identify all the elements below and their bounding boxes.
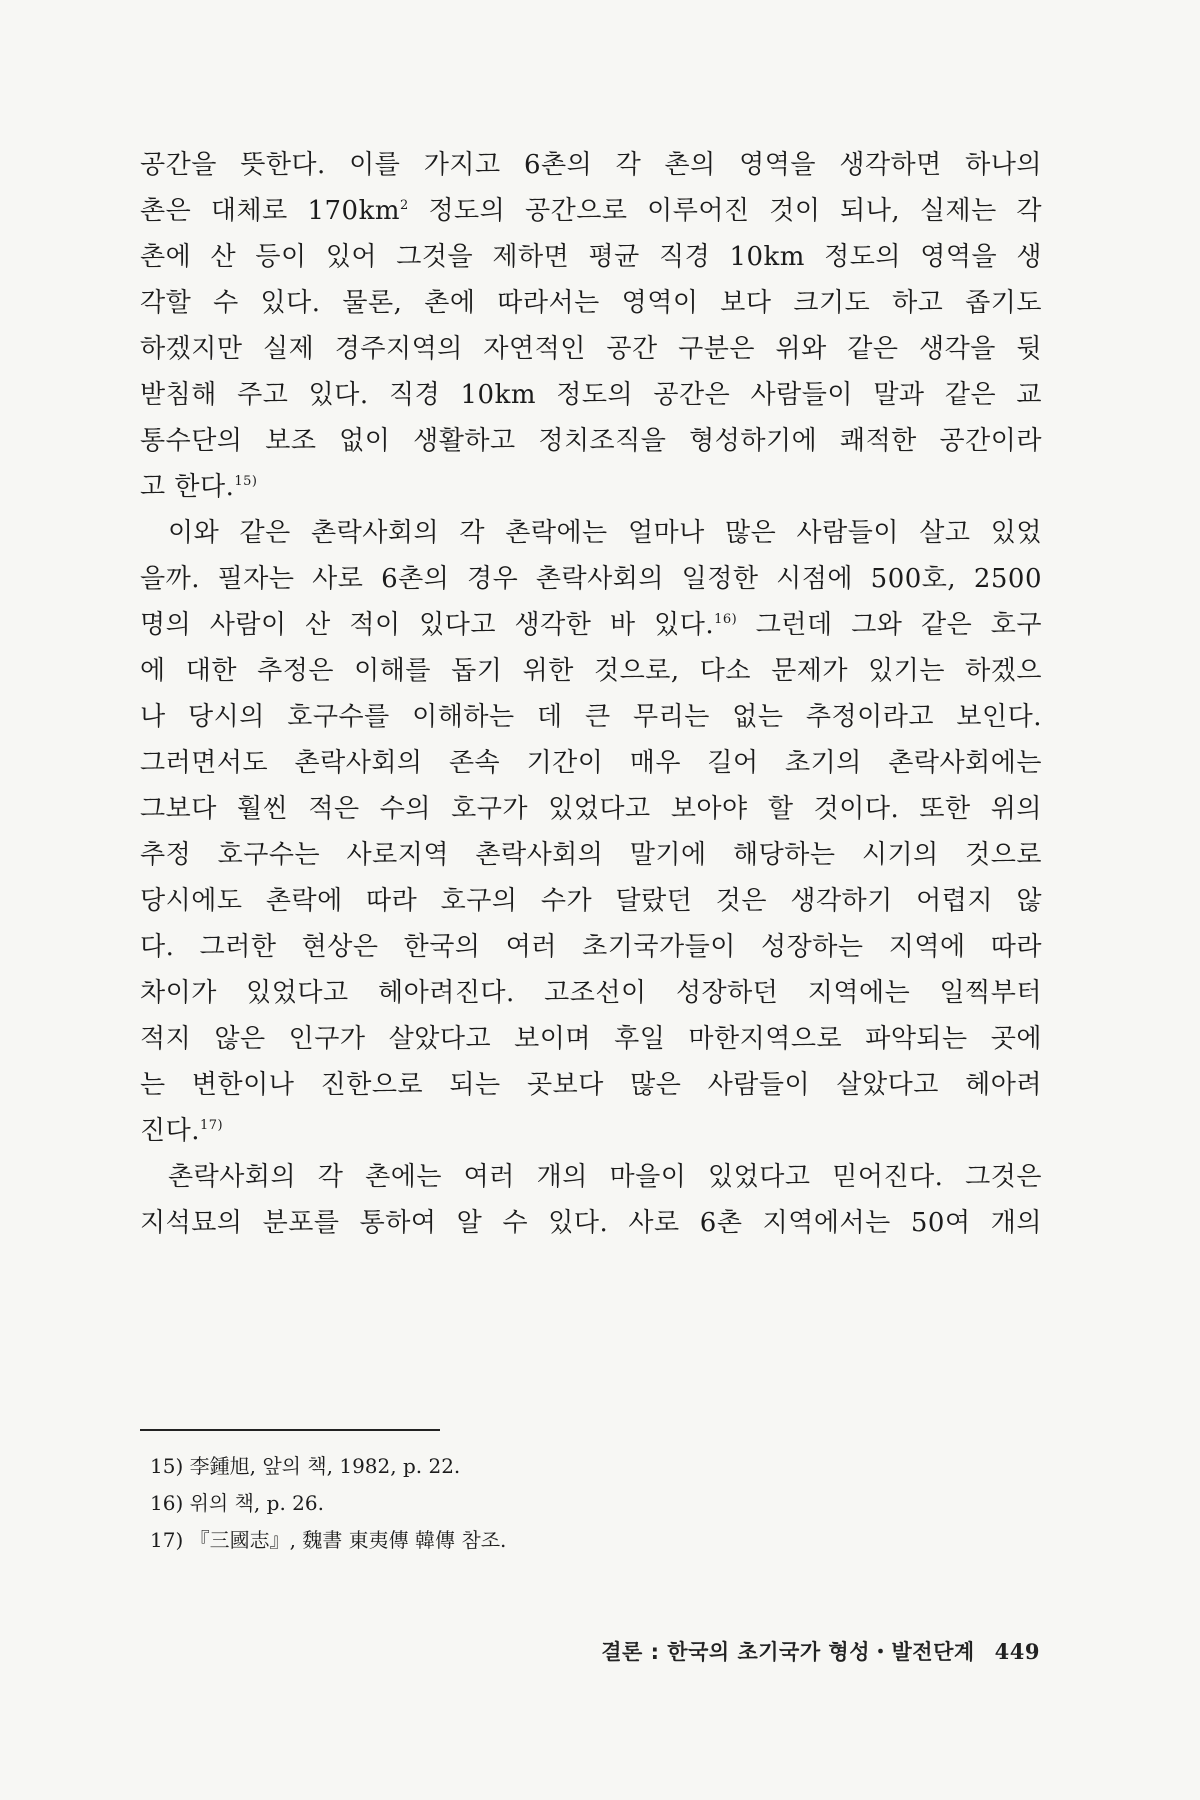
text-line: 통수단의 보조 없이 생활하고 정치조직을 형성하기에 쾌적한 공간이라 xyxy=(140,426,1042,456)
text-line: 받침해 주고 있다. 직경 10km 정도의 공간은 사람들이 말과 같은 교 xyxy=(140,380,1042,410)
text-line: 을까. 필자는 사로 6촌의 경우 촌락사회의 일정한 시점에 500호, 2500 xyxy=(140,564,1042,594)
text-line: 명의 사람이 산 적이 있다고 생각한 바 있다.$^{16)}$ 그런데 그와 같은 호구 xyxy=(140,610,1042,640)
text-line: 차이가 있었다고 헤아려진다. 고조선이 성장하던 지역에는 일찍부터 xyxy=(140,978,1042,1008)
footnote-ref-17: 17) xyxy=(200,1118,224,1133)
running-title: 결론 : 한국의 초기국가 형성・발전단계 xyxy=(601,1640,975,1664)
text-line: 공간을 뜻한다. 이를 가지고 6촌의 각 촌의 영역을 생각하면 하나의 xyxy=(140,150,1042,180)
text-line: 촌은 대체로 $170km^2$ 정도의 공간으로 이루어진 것이 되나, 실제는 각 xyxy=(140,196,1042,226)
footnote-17: 17) 『三國志』, 魏書 東夷傳 韓傳 참조. xyxy=(150,1528,507,1552)
footnote-divider xyxy=(140,1429,440,1431)
superscript: 2 xyxy=(399,198,409,213)
text-line: 추정 호구수는 사로지역 촌락사회의 말기에 해당하는 시기의 것으로 xyxy=(140,840,1042,870)
text-line: 다. 그러한 현상은 한국의 여러 초기국가들이 성장하는 지역에 따라 xyxy=(140,932,1042,962)
text-line: 촌에 산 등이 있어 그것을 제하면 평균 직경 10km 정도의 영역을 생 xyxy=(140,242,1042,272)
text-line: 나 당시의 호구수를 이해하는 데 큰 무리는 없는 추정이라고 보인다. xyxy=(140,702,1042,732)
running-footer xyxy=(601,1636,1040,1666)
text-line: 하겠지만 실제 경주지역의 자연적인 공간 구분은 위와 같은 생각을 뒷 xyxy=(140,334,1042,364)
text-line: 지석묘의 분포를 통하여 알 수 있다. 사로 6촌 지역에서는 50여 개의 xyxy=(140,1208,1042,1238)
text-line: 그보다 훨씬 적은 수의 호구가 있었다고 보아야 할 것이다. 또한 위의 xyxy=(140,794,1042,824)
page-number: 449 xyxy=(994,1639,1040,1664)
text-line: 는 변한이나 진한으로 되는 곳보다 많은 사람들이 살았다고 헤아려 xyxy=(140,1070,1042,1100)
text-line: 진다.$^{17)}$ xyxy=(140,1116,224,1146)
text-line: 촌락사회의 각 촌에는 여러 개의 마을이 있었다고 믿어진다. 그것은 xyxy=(168,1162,1042,1192)
text-line: 고 한다.$^{15)}$ xyxy=(140,472,258,502)
text-line: 적지 않은 인구가 살았다고 보이며 후일 마한지역으로 파악되는 곳에 xyxy=(140,1024,1042,1054)
footnote-ref-15: 15) xyxy=(234,474,258,489)
body-text xyxy=(140,142,1042,1246)
text-line: 당시에도 촌락에 따라 호구의 수가 달랐던 것은 생각하기 어렵지 않 xyxy=(140,886,1042,916)
text-line: 그러면서도 촌락사회의 존속 기간이 매우 길어 초기의 촌락사회에는 xyxy=(140,748,1042,778)
footnote-16: 16) 위의 책, p. 26. xyxy=(150,1491,324,1515)
text-line: 에 대한 추정은 이해를 돕기 위한 것으로, 다소 문제가 있기는 하겠으 xyxy=(140,656,1042,686)
text-line: 각할 수 있다. 물론, 촌에 따라서는 영역이 보다 크기도 하고 좁기도 xyxy=(140,288,1042,318)
text-line: 이와 같은 촌락사회의 각 촌락에는 얼마나 많은 사람들이 살고 있었 xyxy=(168,518,1042,548)
footnote-ref-16: 16) xyxy=(714,612,738,627)
footnote-15: 15) 李鍾旭, 앞의 책, 1982, p. 22. xyxy=(150,1454,461,1478)
footnotes xyxy=(150,1448,1030,1559)
